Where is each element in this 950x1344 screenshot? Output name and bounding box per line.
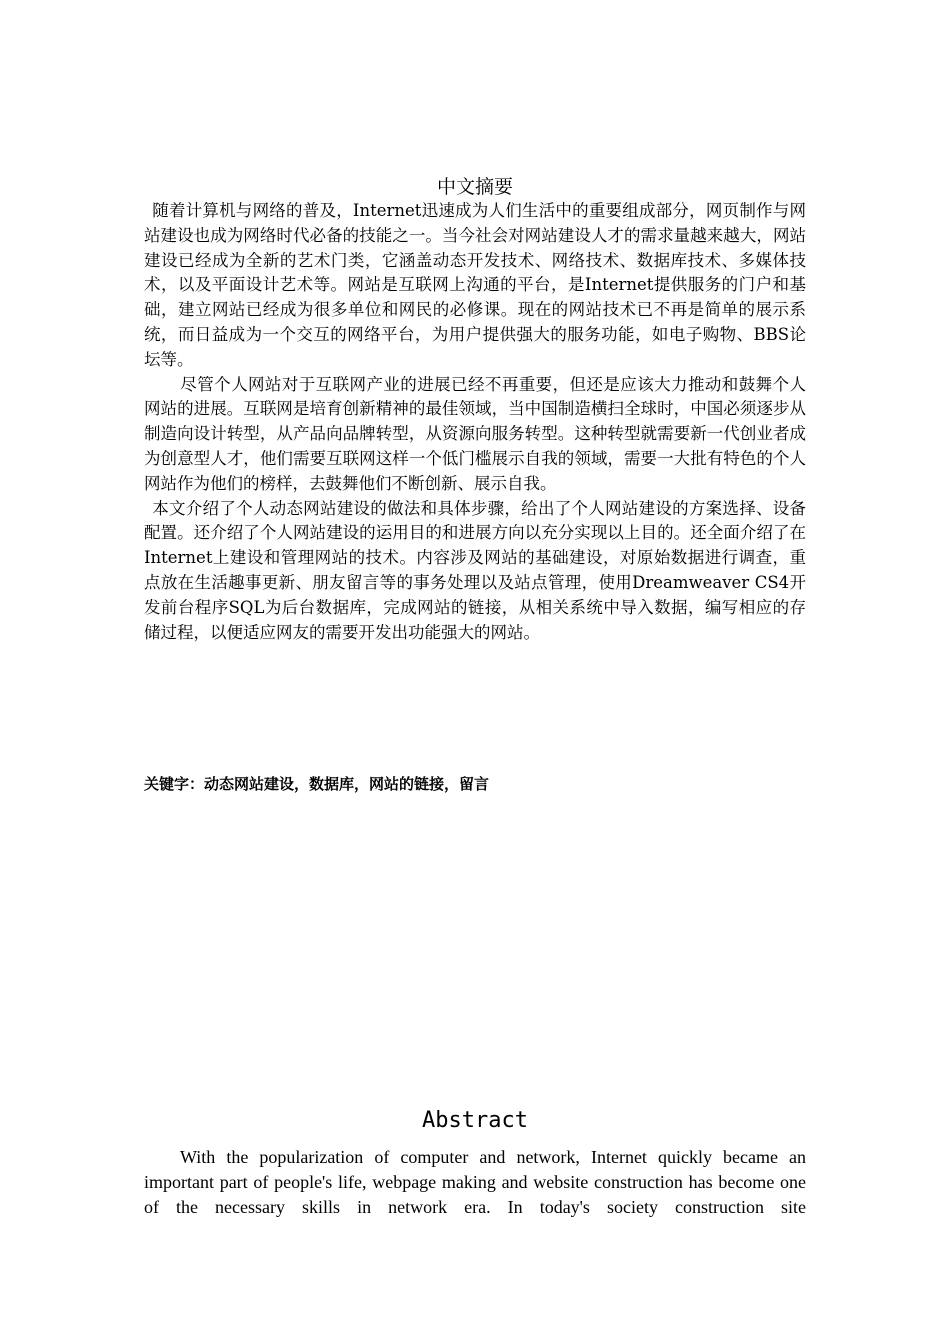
chinese-keywords: 关键字：动态网站建设，数据库，网站的链接，留言: [144, 775, 490, 793]
chinese-paragraph-2: 尽管个人网站对于互联网产业的进展已经不再重要，但还是应该大力推动和鼓舞个人网站的进展。互联网是培育创新精神的最佳领域，当中国制造横扫全球时，中国必须逐步从制造向设计转型，从产品向品牌转型，从资源向服务转型。这种转型就需要新一代创业者成为创意型人才，他们需要互联网这样一个低门槛展示自我的领域，需要一大批有特色的个人网站作为他们的榜样，去鼓舞他们不断创新、展示自我。: [144, 374, 806, 493]
chinese-abstract-body: [144, 199, 806, 645]
chinese-abstract-title: 中文摘要: [436, 176, 513, 198]
chinese-paragraph-1: 随着计算机与网络的普及，Internet迅速成为人们生活中的重要组成部分，网页制作与网站建设也成为网络时代必备的技能之一。当今社会对网站建设人才的需求量越来越大，网站建设已经成为全新的艺术门类，它涵盖动态开发技术、网络技术、数据库技术、多媒体技术，以及平面设计艺术等。网站是互联网上沟通的平台，是Internet提供服务的门户和基础，建立网站已经成为很多单位和网民的必修课。现在的网站技术已不再是简单的展示系统，而日益成为一个交互的网络平台，为用户提供强大的服务功能，如电子购物、BBS论坛等。: [144, 201, 806, 369]
english-abstract-title: Abstract: [422, 1108, 528, 1133]
chinese-paragraph-3: 本文介绍了个人动态网站建设的做法和具体步骤，给出了个人网站建设的方案选择、设备配置。还介绍了个人网站建设的运用目的和进展方向以充分实现以上目的。还全面介绍了在Internet上建设和管理网站的技术。内容涉及网站的基础建设，对原始数据进行调查，重点放在生活趣事更新、朋友留言等的事务处理以及站点管理，使用Dreamweaver CS4开发前台程序SQL为后台数据库，完成网站的链接，从相关系统中导入数据，编写相应的存储过程，以便适应网友的需要开发出功能强大的网站。: [144, 498, 806, 642]
english-abstract-paragraph: With the popularization of computer and network, Internet quickly became an important part of people's life, webpage making and website construction has become one of the necessary skills in network era. In today's society construction site: [144, 1147, 806, 1217]
